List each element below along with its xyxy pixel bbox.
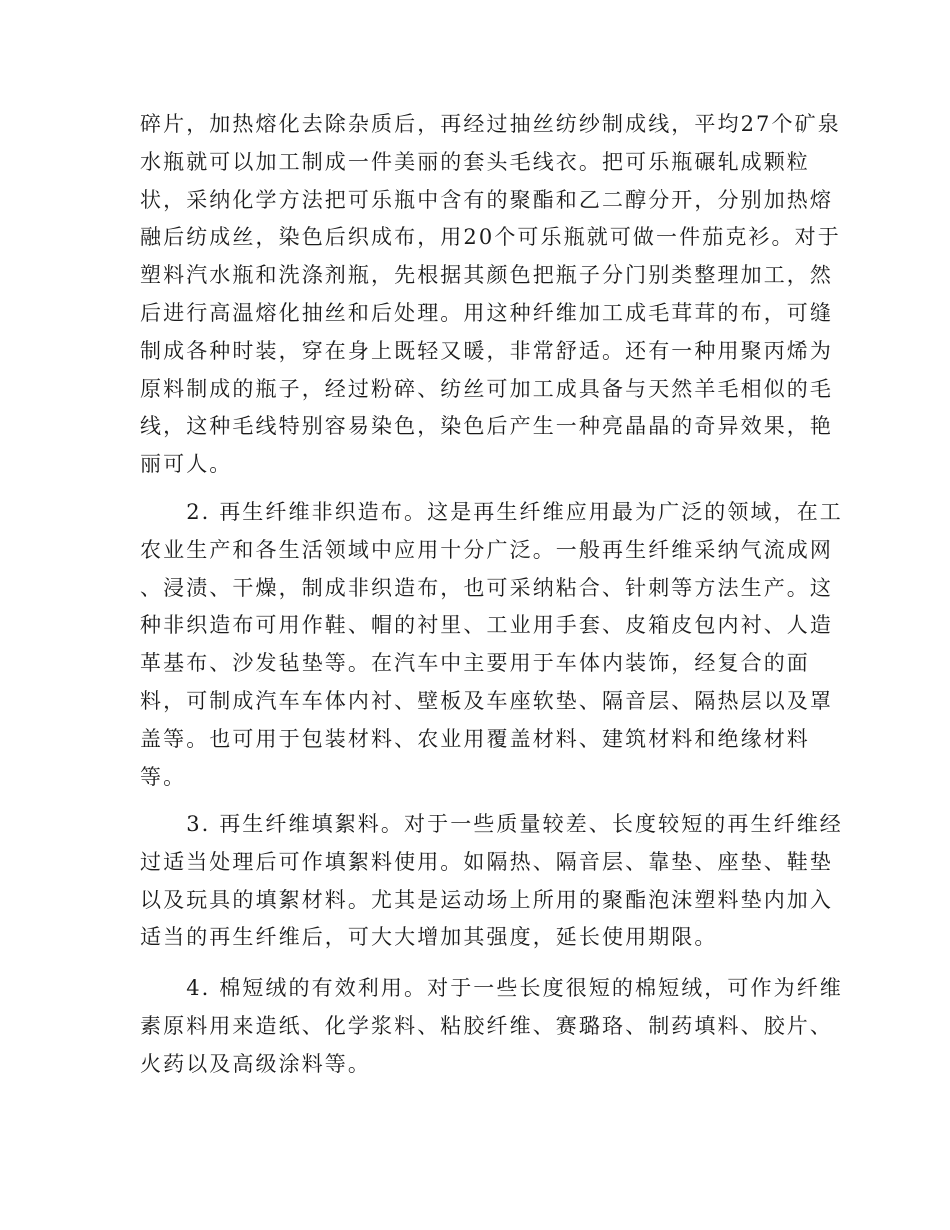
- text-line: 融后纺成丝，染色后织成布，用20个可乐瓶就可做一件茄克衫。对于: [140, 225, 841, 250]
- text-line: 素原料用来造纸、化学浆料、粘胶纤维、赛璐珞、制药填料、胶片、: [140, 1013, 833, 1038]
- text-line: 适当的再生纤维后，可大大增加其强度，延长使用期限。: [140, 925, 718, 950]
- text-line: 盖等。也可用于包装材料、农业用覆盖材料、建筑材料和绝缘材料: [140, 726, 810, 751]
- text-line: 料，可制成汽车车体内衬、壁板及车座软垫、隔音层、隔热层以及罩: [140, 688, 833, 713]
- text-line: 3. 再生纤维填絮料。对于一些质量较差、长度较短的再生纤维经: [140, 812, 843, 836]
- paragraph-1: [140, 106, 841, 484]
- text-line: 等。: [140, 764, 187, 789]
- text-line: 状，采纳化学方法把可乐瓶中含有的聚酯和乙二醇分开，分别加热熔: [140, 187, 833, 212]
- text-line: 以及玩具的填絮材料。尤其是运动场上所用的聚酯泡沫塑料垫内加入: [140, 887, 833, 912]
- text-line: 后进行高温熔化抽丝和后处理。用这种纤维加工成毛茸茸的布，可缝: [140, 300, 833, 325]
- text-line: 2. 再生纤维非织造布。这是再生纤维应用最为广泛的领域，在工: [140, 500, 843, 524]
- text-line: 、浸渍、干燥，制成非织造布，也可采纳粘合、针刺等方法生产。这: [140, 575, 833, 600]
- text-line: 原料制成的瓶子，经过粉碎、纺丝可加工成具备与天然羊毛相似的毛: [140, 376, 833, 401]
- text-line: 革基布、沙发毡垫等。在汽车中主要用于车体内装饰，经复合的面: [140, 651, 810, 676]
- text-line: 火药以及高级涂料等。: [140, 1051, 371, 1076]
- text-line: 4. 棉短绒的有效利用。对于一些长度很短的棉短绒，可作为纤维: [140, 976, 843, 1000]
- text-line: 水瓶就可以加工制成一件美丽的套头毛线衣。把可乐瓶碾轧成颗粒: [140, 149, 810, 174]
- paragraph-4: [140, 970, 843, 1083]
- text-line: 过适当处理后可作填絮料使用。如隔热、隔音层、靠垫、座垫、鞋垫: [140, 849, 833, 874]
- paragraph-3: [140, 806, 843, 957]
- text-line: 碎片，加热熔化去除杂质后，再经过抽丝纺纱制成线，平均27个矿泉: [140, 112, 841, 136]
- paragraph-2: [140, 494, 843, 796]
- text-line: 种非织造布可用作鞋、帽的衬里、工业用手套、皮箱皮包内衬、人造: [140, 613, 833, 638]
- text-line: 农业生产和各生活领域中应用十分广泛。一般再生纤维采纳气流成网: [140, 537, 833, 562]
- text-line: 丽可人。: [140, 452, 233, 477]
- text-line: 制成各种时装，穿在身上既轻又暖，非常舒适。还有一种用聚丙烯为: [140, 338, 833, 363]
- text-line: 塑料汽水瓶和洗涤剂瓶，先根据其颜色把瓶子分门别类整理加工，然: [140, 263, 833, 288]
- text-line: 线，这种毛线特别容易染色，染色后产生一种亮晶晶的奇异效果，艳: [140, 414, 833, 439]
